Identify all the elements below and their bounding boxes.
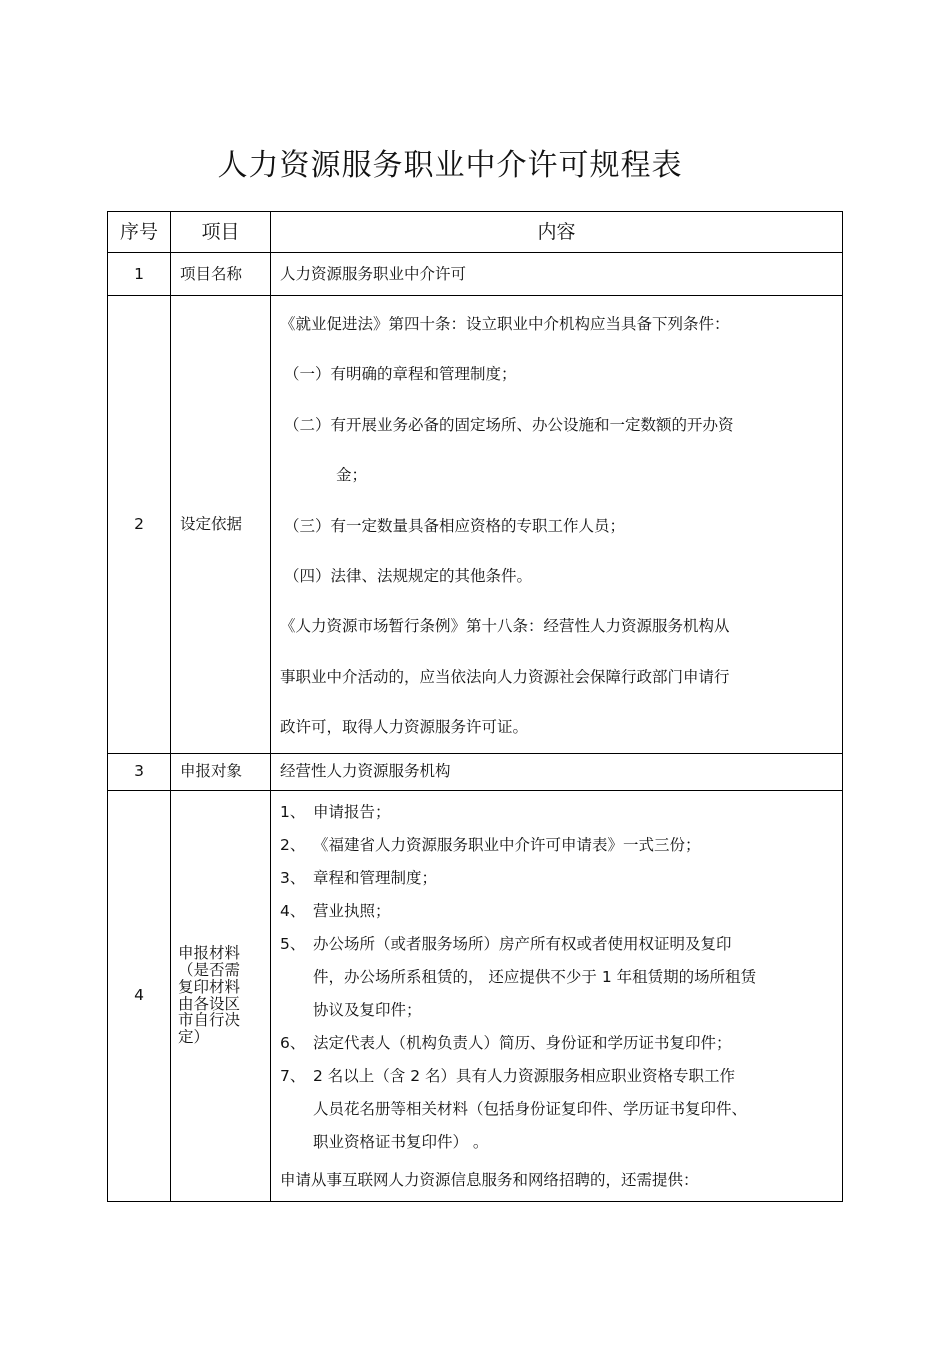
item-text: 件，办公场所系租赁的， 还应提供不少于 1 年租赁期的场所租赁	[313, 967, 757, 986]
item-number: 3、	[280, 868, 306, 887]
list-item	[280, 1060, 836, 1159]
item-text: 章程和管理制度；	[313, 868, 438, 887]
item-text: 人员花名册等相关材料（包括身份证复印件、学历证书复印件、	[313, 1099, 748, 1118]
item-number: 2、	[280, 835, 306, 854]
row-seq: 2	[108, 296, 171, 754]
basis-line: （一）有明确的章程和管理制度；	[284, 365, 517, 384]
row-content-materials	[271, 790, 843, 1201]
table-row	[108, 253, 843, 296]
basis-line: （三）有一定数量具备相应资格的专职工作人员；	[284, 516, 626, 535]
header-content: 内容	[271, 212, 843, 253]
item-line: 市自行决	[178, 1011, 241, 1030]
table-header-row	[108, 212, 843, 253]
list-item	[280, 796, 836, 829]
basis-line: 政许可，取得人力资源服务许可证。	[280, 718, 529, 737]
list-item	[280, 829, 836, 862]
item-line: 由各设区	[178, 994, 241, 1013]
item-number: 5、	[280, 934, 306, 953]
item-text: 办公场所（或者服务场所）房产所有权或者使用权证明及复印	[313, 934, 732, 953]
item-line: 申报材料	[178, 944, 241, 963]
item-text: 协议及复印件；	[313, 1000, 422, 1019]
item-text: 2 名以上（含 2 名）具有人力资源服务相应职业资格专职工作	[313, 1066, 736, 1085]
basis-line: 事职业中介活动的，应当依法向人力资源社会保障行政部门申请行	[280, 667, 730, 686]
list-item	[280, 895, 836, 928]
regulation-table	[107, 211, 843, 1202]
basis-line: （四）法律、法规规定的其他条件。	[284, 566, 533, 585]
row-item-materials	[171, 790, 271, 1201]
table-row	[108, 753, 843, 790]
item-text: 营业执照；	[313, 901, 391, 920]
table-row	[108, 790, 843, 1201]
header-seq: 序号	[108, 212, 171, 253]
basis-line: （二）有开展业务必备的固定场所、办公设施和一定数额的开办资	[284, 415, 734, 434]
item-line: 定）	[178, 1027, 210, 1046]
item-number: 4、	[280, 901, 306, 920]
row-content-basis	[271, 296, 843, 754]
item-number: 6、	[280, 1033, 306, 1052]
item-text: 《福建省人力资源服务职业中介许可申请表》一式三份；	[313, 835, 701, 854]
basis-line: 金；	[336, 466, 368, 485]
row-item: 设定依据	[171, 296, 271, 754]
row-content: 人力资源服务职业中介许可	[271, 253, 843, 296]
item-line: 复印材料	[178, 977, 241, 996]
list-item	[280, 862, 836, 895]
item-text: 申请报告；	[313, 802, 391, 821]
row-seq: 1	[108, 253, 171, 296]
basis-line: 《就业促进法》第四十条：设立职业中介机构应当具备下列条件：	[280, 315, 730, 333]
item-number: 7、	[280, 1066, 306, 1085]
item-number: 1、	[280, 802, 306, 821]
row-seq: 4	[108, 790, 171, 1201]
page-title: 人力资源服务职业中介许可规程表	[217, 148, 683, 183]
header-item: 项目	[171, 212, 271, 253]
row-content: 经营性人力资源服务机构	[271, 753, 843, 790]
item-line: （是否需	[178, 961, 241, 980]
row-item: 申报对象	[171, 753, 271, 790]
row-item: 项目名称	[171, 253, 271, 296]
item-text: 法定代表人（机构负责人）简历、身份证和学历证书复印件；	[313, 1033, 732, 1052]
list-item	[280, 928, 836, 1027]
table-row	[108, 296, 843, 754]
item-text: 职业资格证书复印件） 。	[313, 1132, 489, 1151]
row-seq: 3	[108, 753, 171, 790]
list-item	[280, 1027, 836, 1060]
basis-line: 《人力资源市场暂行条例》第十八条：经营性人力资源服务机构从	[280, 617, 730, 636]
extra-requirement: 申请从事互联网人力资源信息服务和网络招聘的，还需提供：	[280, 1170, 699, 1189]
